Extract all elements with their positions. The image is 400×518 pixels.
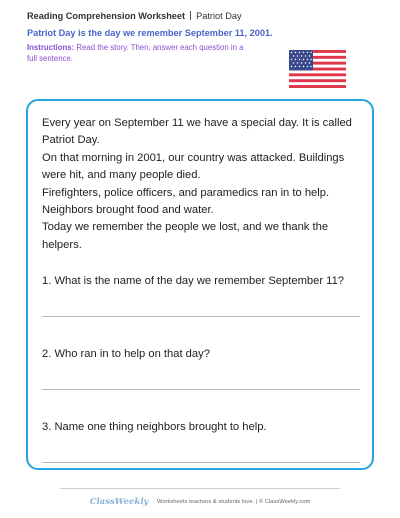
instructions-text: Read the story. Then, answer each question in a full sentence. [27,43,244,63]
footer [0,493,400,511]
story-paragraph: Neighbors brought food and water. [42,204,214,217]
answer-line-1[interactable] [42,316,360,317]
worksheet-subtitle: Patriot Day is the day we remember September 11, 2001. [27,28,273,38]
classweekly-logo: ClassWeekly [89,496,149,507]
answer-line-2[interactable] [42,389,360,390]
questions-list [42,274,358,463]
instructions-label: Instructions: [27,43,75,52]
story-paragraph: Firefighters, police officers, and paramedics ran in to help. [42,186,330,199]
question-1: 1. What is the name of the day we remember September 11? [42,275,345,288]
story-card [26,99,374,470]
story-text [42,115,358,254]
title-row [27,10,377,23]
question-2: 2. Who ran in to help on that day? [42,348,210,361]
footer-tagline: Worksheets teachers & students love. | © ClassWeekly.com [156,498,311,505]
story-paragraph: On that morning in 2001, our country was attacked. Buildings were hit, and many people died. [42,151,345,182]
story-paragraph: Every year on September 11 we have a special day. It is called Patriot Day. [42,117,352,147]
worksheet-topic: Patriot Day [196,11,242,21]
worksheet-type: Reading Comprehension Worksheet [27,11,186,21]
question-3: 3. Name one thing neighbors brought to help. [42,421,267,434]
story-paragraph: Today we remember the people we lost, and we thank the helpers. [42,221,329,251]
footer-divider [60,488,340,489]
us-flag-icon [289,50,346,88]
answer-line-3[interactable] [42,462,360,463]
title-divider [190,11,191,20]
instructions [27,42,247,64]
